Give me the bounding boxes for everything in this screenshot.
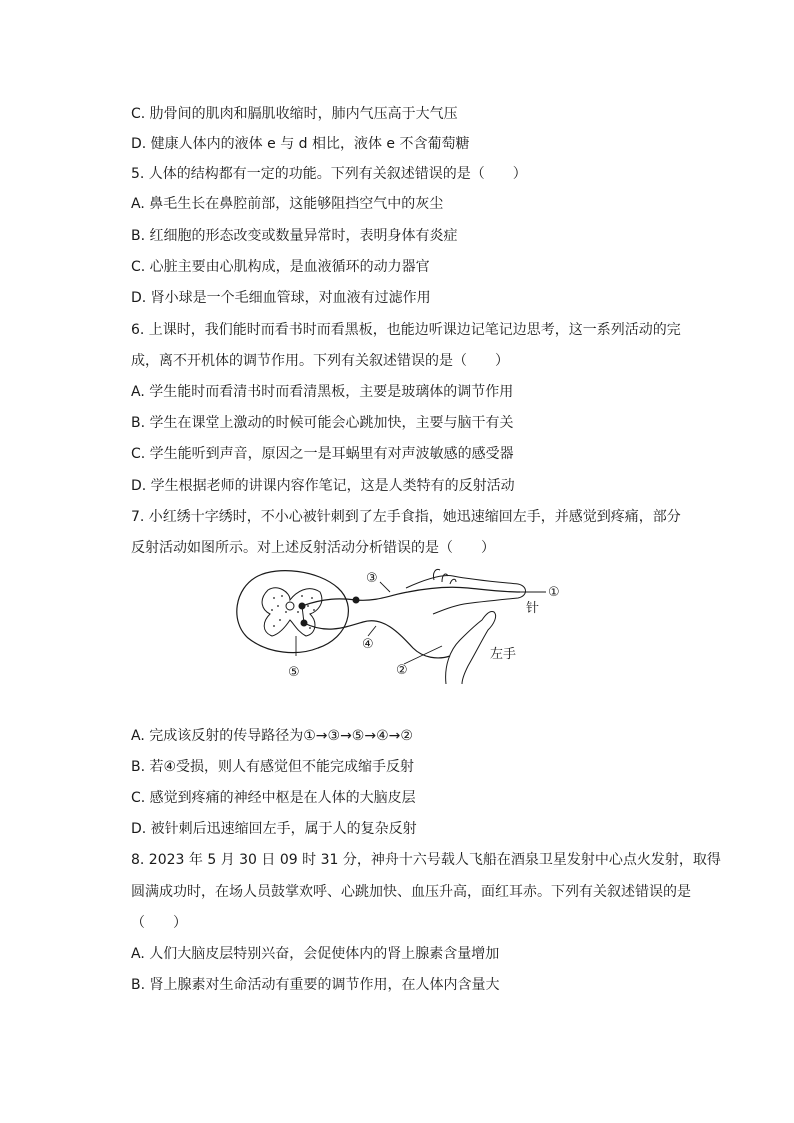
lower-arm-outline bbox=[446, 611, 496, 684]
question-7-stem-line2: 反射活动如图所示。对上述反射活动分析错误的是（ ） bbox=[131, 540, 495, 556]
arm-outline bbox=[406, 576, 526, 615]
label-5: ⑤ bbox=[288, 665, 300, 680]
option-5d: D. 肾小球是一个毛细血管球，对血液有过滤作用 bbox=[131, 290, 431, 306]
option-6c: C. 学生能听到声音，原因之一是耳蜗里有对声波敏感的感受器 bbox=[131, 446, 514, 462]
option-7a: A. 完成该反射的传导路径为①→③→⑤→④→② bbox=[131, 728, 413, 744]
option-5a: A. 鼻毛生长在鼻腔前部，这能够阻挡空气中的灰尘 bbox=[131, 196, 444, 212]
option-7d: D. 被针刺后迅速缩回左手，属于人的复杂反射 bbox=[131, 821, 417, 837]
pointer-2 bbox=[404, 646, 442, 664]
ganglion bbox=[353, 597, 360, 604]
option-6a: A. 学生能时而看清书时而看清黑板，主要是玻璃体的调节作用 bbox=[131, 384, 514, 400]
label-2: ② bbox=[396, 663, 408, 678]
option-6b: B. 学生在课堂上激动的时候可能会心跳加快，主要与脑干有关 bbox=[131, 415, 514, 431]
option-8b: B. 肾上腺素对生命活动有重要的调节作用，在人体内含量大 bbox=[131, 977, 500, 993]
question-8-stem-line1: 8. 2023 年 5 月 30 日 09 时 31 分，神舟十六号载人飞船在酒泉卫星发射中心点火发射，取得 bbox=[131, 852, 721, 868]
grey-matter bbox=[262, 588, 322, 636]
spinal-cord-outline bbox=[237, 571, 349, 653]
option-7b: B. 若④受损，则人有感觉但不能完成缩手反射 bbox=[131, 759, 415, 775]
option-5b: B. 红细胞的形态改变或数量异常时，表明身体有炎症 bbox=[131, 228, 458, 244]
option-4c: C. 肋骨间的肌肉和膈肌收缩时，肺内气压高于大气压 bbox=[131, 106, 458, 122]
label-needle: 针 bbox=[526, 601, 540, 616]
question-6-stem-line1: 6. 上课时，我们能时而看书时而看黑板，也能边听课边记笔记边思考，这一系列活动的完 bbox=[131, 322, 681, 338]
question-7-stem-line1: 7. 小红绣十字绣时，不小心被针刺到了左手食指，她迅速缩回左手，并感觉到疼痛，部分 bbox=[131, 509, 681, 525]
label-1: ① bbox=[548, 585, 560, 600]
label-3: ③ bbox=[366, 571, 378, 586]
question-8-stem-line2: 圆满成功时，在场人员鼓掌欢呼、心跳加快、血压升高，面红耳赤。下列有关叙述错误的是 bbox=[131, 884, 691, 900]
question-6-stem-line2: 成，离不开机体的调节作用。下列有关叙述错误的是（ ） bbox=[131, 353, 509, 369]
reflex-arc-diagram bbox=[228, 566, 568, 684]
pointer-3 bbox=[380, 582, 390, 592]
label-4: ④ bbox=[362, 637, 374, 652]
central-canal bbox=[286, 602, 294, 610]
label-left-hand: 左手 bbox=[490, 647, 517, 662]
question-5-stem: 5. 人体的结构都有一定的功能。下列有关叙述错误的是（ ） bbox=[131, 166, 527, 182]
option-6d: D. 学生根据老师的讲课内容作笔记，这是人类特有的反射活动 bbox=[131, 478, 515, 494]
pointer-4 bbox=[368, 626, 376, 636]
sensory-nerve bbox=[302, 587, 520, 606]
option-5c: C. 心脏主要由心肌构成，是血液循环的动力器官 bbox=[131, 259, 430, 275]
option-8a: A. 人们大脑皮层特别兴奋，会促使体内的肾上腺素含量增加 bbox=[131, 946, 500, 962]
question-8-stem-line3: （ ） bbox=[131, 915, 187, 931]
option-4d: D. 健康人体内的液体 e 与 d 相比，液体 e 不含葡萄糖 bbox=[131, 136, 470, 152]
option-7c: C. 感觉到疼痛的神经中枢是在人体的大脑皮层 bbox=[131, 790, 416, 806]
